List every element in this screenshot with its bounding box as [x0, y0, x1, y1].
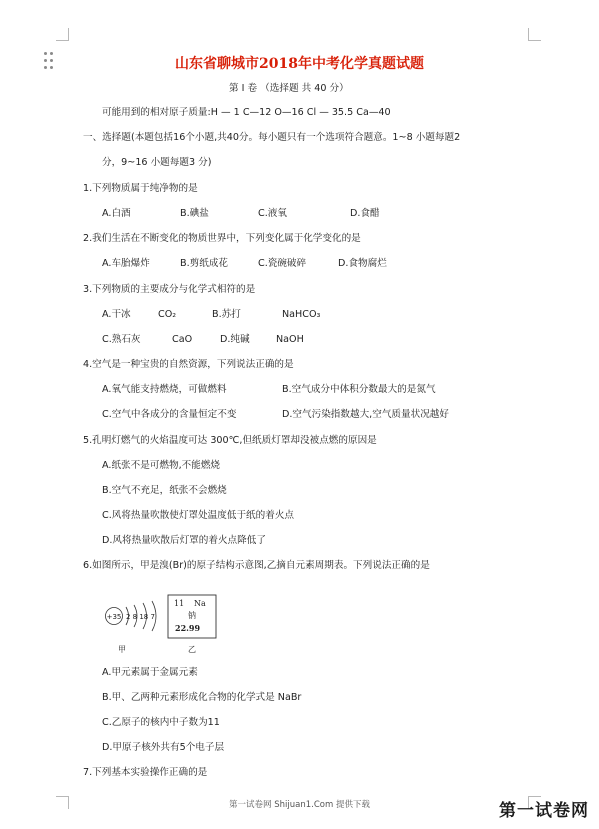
option-a: A.纸张不是可燃物,不能燃烧 [102, 460, 221, 471]
document-title: 山东省聊城市2018年中考化学真题试题 [175, 56, 424, 72]
question-stem: 4.空气是一种宝贵的自然资源，下列说法正确的是 [83, 359, 294, 370]
nucleus-charge: +35 [106, 613, 122, 621]
option-c: C.熟石灰 [102, 334, 141, 345]
atomic-number: 11 [174, 599, 185, 608]
option-a: A.氧气能支持燃烧，可做燃料 [102, 384, 227, 395]
page-corner-mark [528, 28, 541, 41]
electron-shells: 2 8 18 7 [126, 613, 155, 621]
option-d: D.空气污染指数越大,空气质量状况越好 [282, 409, 449, 420]
element-symbol: Na [194, 599, 206, 608]
option-b: B.剪纸成花 [180, 258, 229, 269]
option-d: D.纯碱 [220, 334, 250, 345]
option-d-formula: NaOH [276, 334, 304, 345]
option-b: B.空气不充足，纸张不会燃烧 [102, 485, 227, 496]
section-header: 第 I 卷 （选择题 共 40 分） [229, 83, 349, 94]
option-a-formula: CO₂ [158, 309, 177, 320]
option-c: C.风将热量吹散使灯罩处温度低于纸的着火点 [102, 510, 295, 521]
question-stem: 6.如图所示，甲是溴(Br)的原子结构示意图,乙摘自元素周期表。下列说法正确的是 [83, 560, 430, 571]
option-c-formula: CaO [172, 334, 193, 345]
option-c: C.空气中各成分的含量恒定不变 [102, 409, 237, 420]
question-stem: 3.下列物质的主要成分与化学式相符的是 [83, 284, 256, 295]
option-c: C.液氧 [258, 208, 287, 219]
option-d: D.风将热量吹散后灯罩的着火点降低了 [102, 535, 266, 546]
option-b: B.空气成分中体积分数最大的是氮气 [282, 384, 436, 395]
question-stem: 2.我们生活在不断变化的物质世界中，下列变化属于化学变化的是 [83, 233, 361, 244]
option-a: A.车胎爆炸 [102, 258, 150, 269]
brand-logo[interactable]: 第一试卷网 [499, 801, 589, 821]
page-corner-mark [56, 28, 69, 41]
question-stem: 5.孔明灯燃气的火焰温度可达 300℃,但纸质灯罩却没被点燃的原因是 [83, 435, 377, 446]
page-footer: 第一试卷网 Shijuan1.Com 提供下载 [229, 800, 370, 810]
element-name: 钠 [188, 611, 196, 620]
option-b: B.碘盐 [180, 208, 209, 219]
option-b: B.苏打 [212, 309, 241, 320]
option-a: A.干冰 [102, 309, 131, 320]
option-d: D.食醋 [350, 208, 380, 219]
label-yi: 乙 [188, 645, 196, 654]
option-d: D.食物腐烂 [338, 258, 387, 269]
option-a: A.白酒 [102, 208, 131, 219]
atomic-mass-line: 可能用到的相对原子质量:H — 1 C—12 O—16 Cl — 35.5 Ca—40 [102, 107, 391, 118]
atomic-structure-diagram [104, 594, 244, 654]
option-c: C.乙原子的核内中子数为11 [102, 717, 220, 728]
option-c: C.瓷碗破碎 [258, 258, 307, 269]
option-b-formula: NaHCO₃ [282, 309, 321, 320]
question-stem: 7.下列基本实验操作正确的是 [83, 767, 208, 778]
instruction-line: 分，9~16 小题每题3 分) [102, 157, 212, 168]
option-d: D.甲原子核外共有5个电子层 [102, 742, 225, 753]
option-b: B.甲、乙两种元素形成化合物的化学式是 NaBr [102, 692, 302, 703]
instruction-line: 一、选择题(本题包括16个小题,共40分。每小题只有一个选项符合题意。1~8 小题每题2 [83, 132, 461, 143]
option-a: A.甲元素属于金属元素 [102, 667, 198, 678]
question-stem: 1.下列物质属于纯净物的是 [83, 183, 198, 194]
atomic-mass: 22.99 [175, 623, 201, 633]
label-jia: 甲 [118, 645, 126, 654]
